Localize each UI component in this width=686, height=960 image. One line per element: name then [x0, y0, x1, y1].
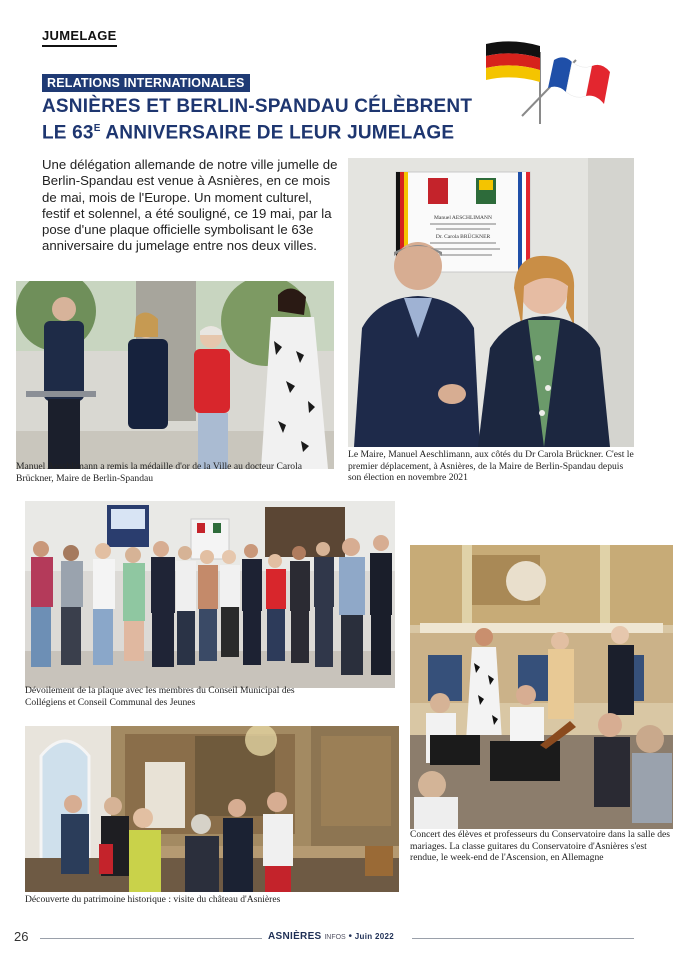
photo-concert — [410, 545, 673, 829]
german-flag-icon — [486, 41, 540, 124]
plaque-name-2: Dr. Carola BRÜCKNER — [435, 234, 491, 240]
footer-publication: ASNIÈRES INFOS • Juin 2022 — [268, 931, 394, 942]
page-number: 26 — [14, 929, 29, 944]
caption-chateau: Découverte du patrimoine historique : visite du château d'Asnières — [25, 894, 281, 905]
footer-rule-right — [412, 938, 634, 939]
footer-rule-left — [40, 938, 262, 939]
caption-medal: Manuel Aeschlimann a remis la médaille d'or de la Ville au docteur Carola Brückner, Maire de Berlin-Spandau — [16, 461, 303, 484]
caption-mayors: Le Maire, Manuel Aeschlimann, aux côtés du Dr Carola Brückner. C'est le premier déplacement, à Asnières, de la Maire de Berlin-Spandau depuis son élection en novembre 2021 — [348, 449, 634, 483]
caption-unveiling: Dévoilement de la plaque avec les membres du Conseil Municipal des Collégiens et Conseil Communal des Jeunes — [25, 685, 295, 708]
photo-unveiling-group — [25, 501, 395, 688]
headline-line-1: ASNIÈRES ET BERLIN-SPANDAU CÉLÈBRENT — [42, 96, 473, 117]
photo-chateau-visit — [25, 726, 399, 892]
flags-illustration — [482, 38, 622, 128]
intro-paragraph: Une délégation allemande de notre ville jumelle de Berlin-Spandau est venue à Asnières, en ce mois de mai, mois de l'Europe. Un moment culturel, festif et solennel, a été souligné, ce 19 mai, par la pose d'une plaque officielle symbolisant le 63e anniversaire du jumelage entre nos deux villes. — [42, 157, 338, 254]
caption-concert: Concert des élèves et professeurs du Conservatoire dans la salle des mariages. La classe guitares du Conservatoire d'Asnières s'est rendue, le week-end de l'Ascension, en Allemagne — [410, 829, 671, 863]
photo-mayors-handshake — [348, 158, 634, 447]
section-label: JUMELAGE — [42, 28, 117, 47]
article-headline — [42, 96, 482, 144]
headline-line-2: LE $63^E$ ANNIVERSAIRE DE LEUR JUMELAGE — [42, 122, 455, 144]
rubric-badge: RELATIONS INTERNATIONALES — [42, 74, 250, 92]
plaque-name-1: Manuel AESCHLIMANN — [434, 215, 492, 221]
photo-medal-ceremony — [16, 281, 334, 469]
